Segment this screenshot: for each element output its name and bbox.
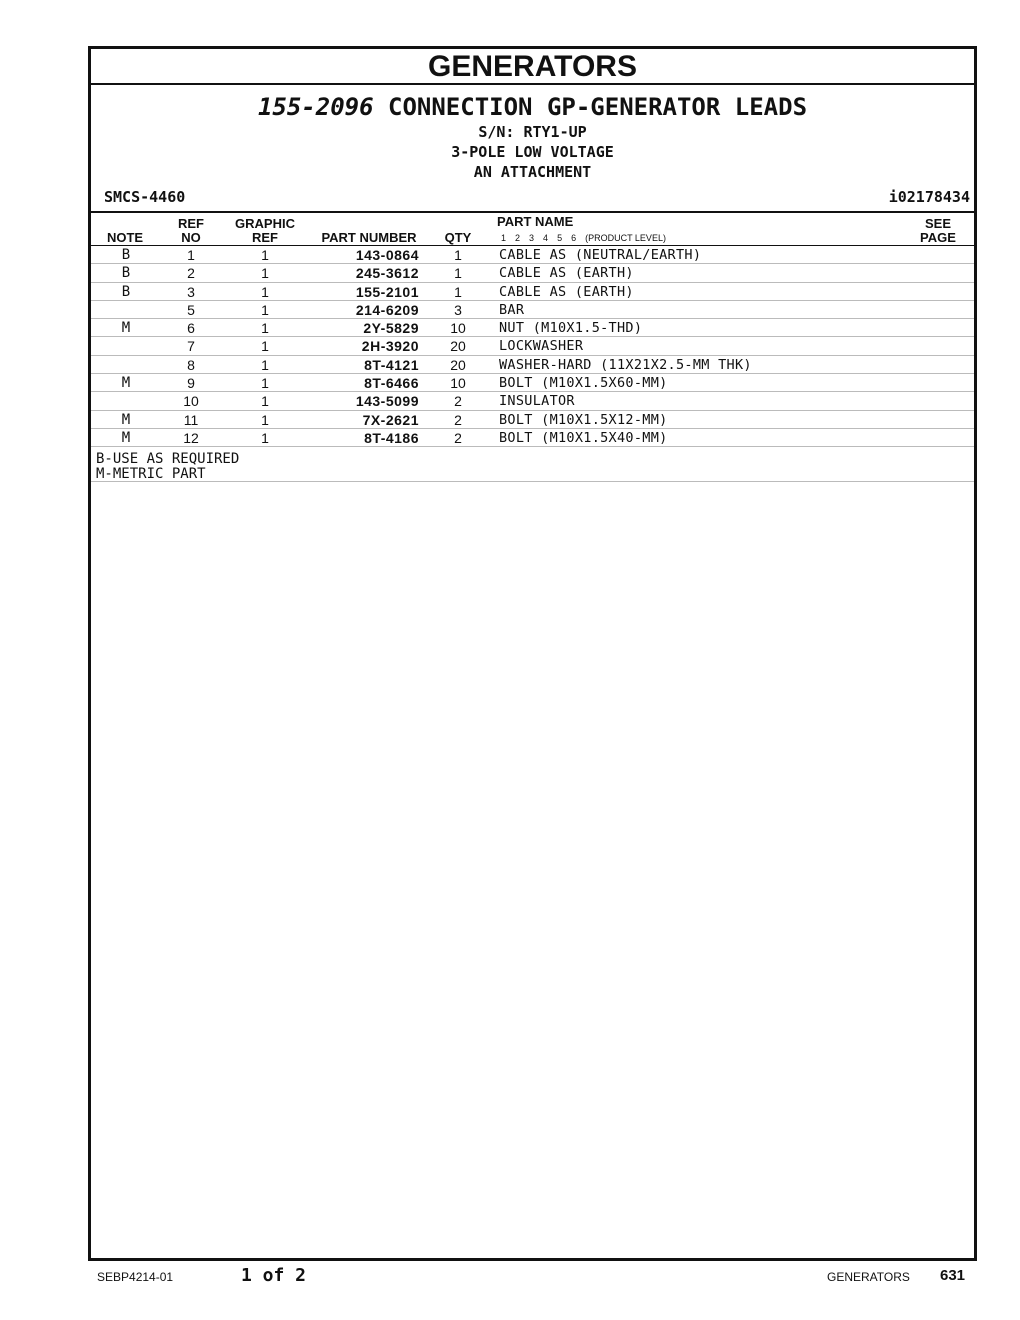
table-row [91, 264, 974, 282]
row-part-number[interactable]: 7X-2621 [362, 411, 419, 428]
serial-number: S/N: RTY1-UP [478, 123, 587, 141]
parts-page-frame [88, 46, 977, 1261]
row-ref: 7 [187, 338, 195, 355]
row-qty: 20 [450, 338, 466, 355]
notes-divider [91, 481, 974, 482]
section-title: GENERATORS [91, 49, 974, 85]
row-graphic-ref: 1 [261, 283, 269, 300]
row-part-name: WASHER-HARD (11X21X2.5-MM THK) [499, 356, 752, 373]
row-note: B [121, 247, 131, 263]
row-ref: 5 [187, 301, 195, 318]
row-graphic-ref: 1 [261, 320, 269, 337]
illustration-id: i02178434 [888, 188, 970, 206]
row-ref: 6 [187, 320, 195, 337]
row-part-name: BOLT (M10X1.5X12-MM) [499, 411, 668, 428]
row-note: B [121, 265, 131, 282]
group-part-number[interactable]: 155-2096 [257, 93, 374, 121]
row-qty: 3 [454, 301, 462, 318]
row-qty: 1 [454, 283, 462, 300]
table-row [91, 301, 974, 319]
row-graphic-ref: 1 [261, 375, 269, 392]
row-qty: 20 [450, 356, 466, 373]
row-qty: 10 [450, 320, 466, 337]
table-row [91, 356, 974, 374]
note-b: B-USE AS REQUIRED [96, 451, 240, 467]
col-header-part-name: PART NAME [497, 214, 574, 229]
row-ref: 10 [183, 393, 199, 410]
row-graphic-ref: 1 [261, 247, 269, 263]
col-header-ref: REF NO [178, 216, 204, 245]
header-divider [91, 211, 974, 213]
row-ref: 8 [187, 356, 195, 373]
row-ref: 2 [187, 265, 195, 282]
group-description-1: 3-POLE LOW VOLTAGE [451, 143, 614, 161]
col-header-graphic-ref: GRAPHIC REF [235, 216, 295, 245]
row-graphic-ref: 1 [261, 265, 269, 282]
row-ref: 12 [183, 429, 199, 446]
table-row [91, 392, 974, 410]
row-part-name: CABLE AS (NEUTRAL/EARTH) [499, 247, 702, 263]
row-ref: 3 [187, 283, 195, 300]
footer-section: GENERATORS [827, 1270, 910, 1284]
row-part-number[interactable]: 2H-3920 [361, 338, 419, 355]
row-graphic-ref: 1 [261, 338, 269, 355]
row-note: M [121, 429, 131, 446]
row-part-number[interactable]: 143-0864 [355, 247, 419, 263]
row-qty: 10 [450, 375, 466, 392]
row-qty: 2 [454, 393, 462, 410]
group-description-2: AN ATTACHMENT [473, 163, 592, 181]
table-row [91, 283, 974, 301]
row-note: M [121, 411, 131, 428]
row-part-name: INSULATOR [499, 393, 575, 410]
row-part-number[interactable]: 8T-6466 [364, 375, 419, 392]
row-graphic-ref: 1 [261, 393, 269, 410]
row-part-name: BOLT (M10X1.5X60-MM) [499, 375, 668, 392]
row-qty: 1 [454, 265, 462, 282]
table-row [91, 319, 974, 337]
group-name: CONNECTION GP-GENERATOR LEADS [388, 93, 808, 121]
row-ref: 11 [183, 411, 199, 428]
notes-legend [96, 452, 239, 482]
row-qty: 2 [454, 411, 462, 428]
row-part-name: CABLE AS (EARTH) [499, 283, 634, 300]
row-qty: 2 [454, 429, 462, 446]
row-ref: 9 [187, 375, 195, 392]
row-part-number[interactable]: 8T-4186 [364, 429, 419, 446]
footer-document-number: SEBP4214-01 [97, 1270, 174, 1284]
row-graphic-ref: 1 [261, 356, 269, 373]
smcs-code: SMCS-4460 [104, 188, 186, 206]
col-header-note: NOTE [106, 230, 144, 245]
row-note: M [121, 375, 131, 392]
row-part-number[interactable]: 143-5099 [355, 393, 419, 410]
table-row [91, 246, 974, 264]
group-title [91, 93, 974, 121]
footer-page-number: 631 [940, 1267, 966, 1284]
row-graphic-ref: 1 [261, 301, 269, 318]
table-row [91, 337, 974, 355]
footer-page-of: 1 of 2 [241, 1265, 307, 1286]
row-note: B [121, 283, 131, 300]
row-graphic-ref: 1 [261, 411, 269, 428]
col-header-part-number: PART NUMBER [321, 230, 417, 245]
row-qty: 1 [454, 247, 462, 263]
row-part-name: NUT (M10X1.5-THD) [499, 320, 643, 337]
row-graphic-ref: 1 [261, 429, 269, 446]
row-part-name: LOCKWASHER [499, 338, 584, 355]
row-ref: 1 [187, 247, 195, 263]
row-part-name: BAR [499, 301, 525, 318]
table-row [91, 429, 974, 447]
row-note: M [121, 320, 131, 337]
table-row [91, 374, 974, 392]
row-part-number[interactable]: 245-3612 [355, 265, 419, 282]
product-levels: 1 2 3 4 5 6 (PRODUCT LEVEL) [501, 233, 666, 243]
note-m: M-METRIC PART [96, 466, 206, 482]
row-part-number[interactable]: 155-2101 [355, 283, 419, 300]
col-header-qty: QTY [444, 230, 472, 245]
row-part-name: BOLT (M10X1.5X40-MM) [499, 429, 668, 446]
col-header-see-page: SEE PAGE [920, 216, 956, 245]
row-part-number[interactable]: 8T-4121 [364, 356, 419, 373]
row-part-name: CABLE AS (EARTH) [499, 265, 634, 282]
row-part-number[interactable]: 2Y-5829 [363, 320, 419, 337]
table-row [91, 411, 974, 429]
row-part-number[interactable]: 214-6209 [355, 301, 419, 318]
parts-table [91, 246, 974, 447]
